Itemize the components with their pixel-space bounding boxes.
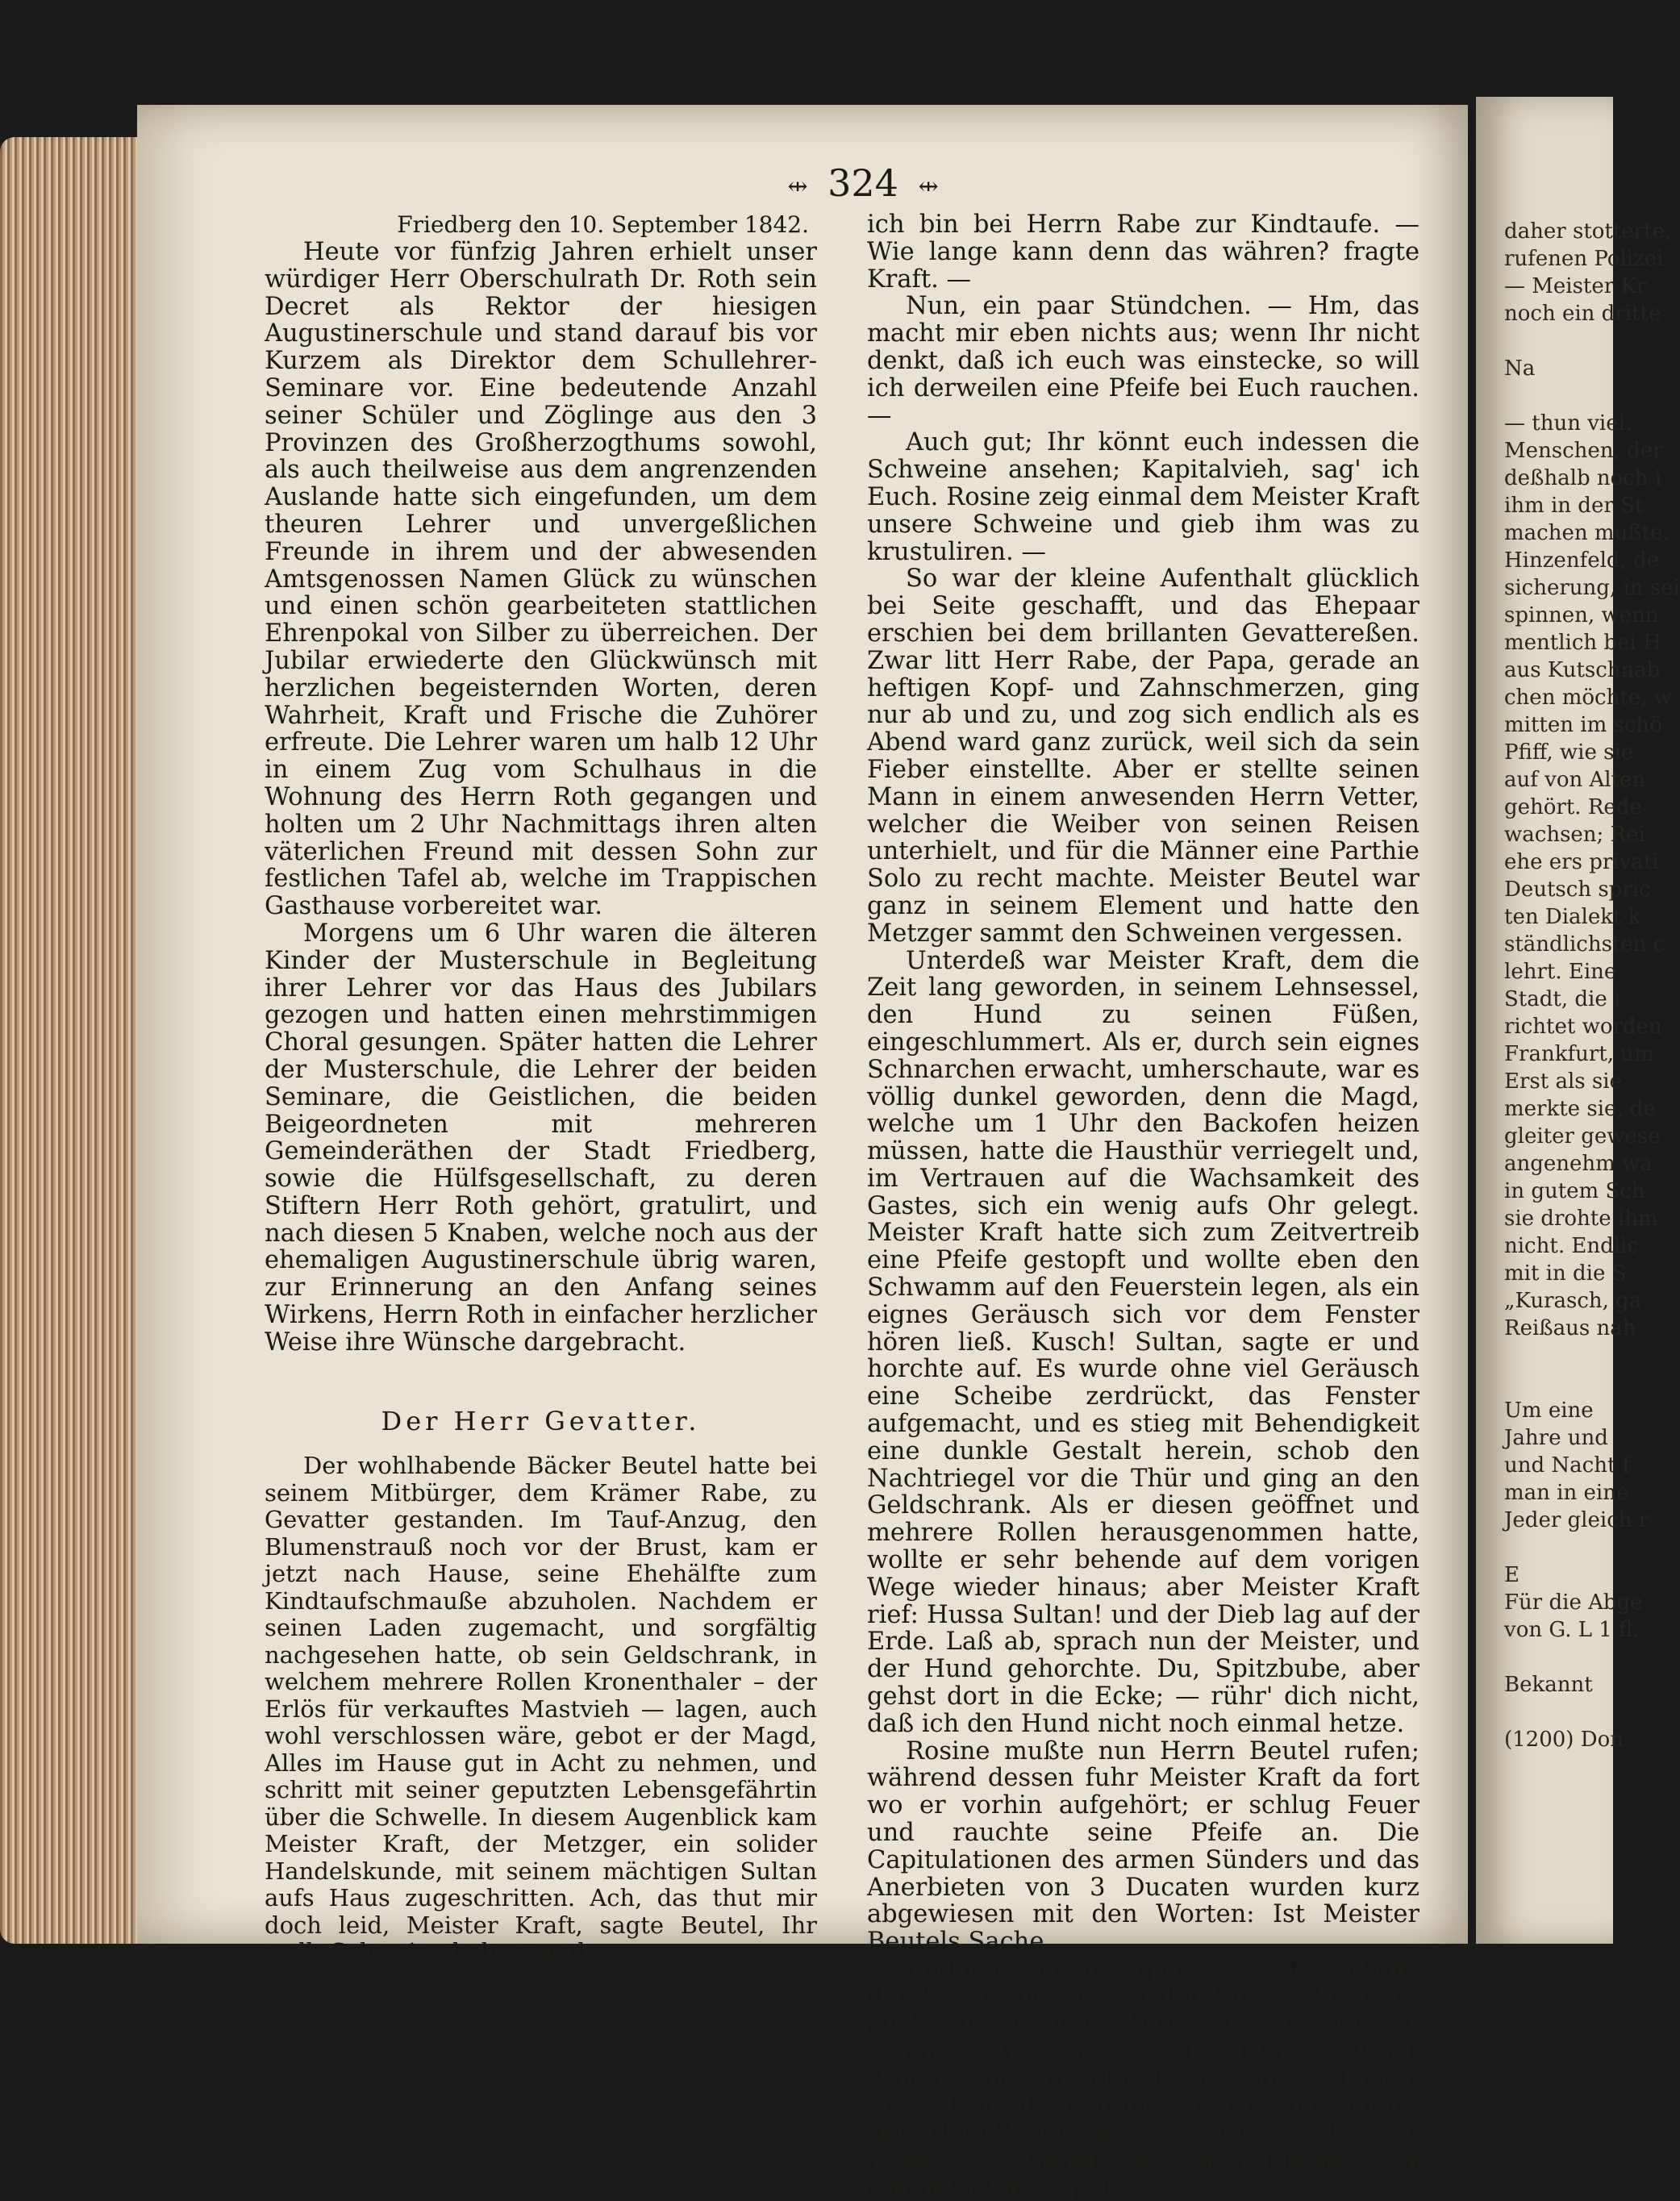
adjacent-page-line: — Meister Kr [1504,274,1647,298]
story-paragraph: Rosine mußte nun Herrn Beutel rufen; während dessen fuhr Meister Kraft da fort wo er vorhin aufgehört; er schlug Feuer und rauchte seine Pfeife an. Die Capitulationen des armen Sünders und das Anerbieten von 3 Ducaten wurden kurz abgewiesen mit den Worten: Ist Meister Beutels Sache. [867,1736,1419,1957]
story-paragraph: Der wohlhabende Bäcker Beutel hatte bei seinem Mitbürger, dem Krämer Rabe, zu Gevatter gestanden. Im Tauf-Anzug, den Blumenstrauß noch vor der Brust, kam er jetzt nach Hause, seine Ehehälfte zum Kindtaufschmauße abzuholen. Nachdem er seinen Laden zugemacht, und sorgfältig nachgesehen hatte, ob sein Geldschrank, in welchem mehrere Rollen Kronenthaler – der Erlös für verkauftes Mastvieh — lagen, auch wohl verschlossen wäre, gebot er der Magd, Alles im Hause gut in Acht zu nehmen, und schritt mit seiner geputzten Lebensgefährtin über die Schwelle. In diesem Augenblick kam Meister Kraft, der Metzger, ein solider Handelskunde, mit seinem mächtigen Sultan aufs Haus zugeschritten. Ach, das thut mir doch leid, Meister Kraft, sagte Beutel, Ihr wollt Schweine haben, und [265,1452,817,1966]
adjacent-page-line: Menschen, der [1504,439,1663,463]
adjacent-page-line: in gutem Sch [1504,1179,1645,1203]
story-paragraph: ich bin bei Herrn Rabe zur Kindtaufe. — Wie lange kann denn das währen? fragte Kraft. — [867,211,1419,294]
adjacent-page-line: Reißaus nah [1504,1316,1636,1340]
story-paragraph: Unterdeß war Meister Kraft, dem die Zeit lang geworden, in seinem Lehnsessel, den Hund zu seinen Füßen, eingeschlummert. Als er, durch sein eignes Schnarchen erwacht, umherschaute, war es völlig dunkel geworden, denn die Magd, welche um 1 Uhr den Backofen heizen müssen, hatte die Hausthür verriegelt und, im Vertrauen auf die Wachsamkeit des Gastes, sich ein wenig aufs Ohr gelegt. Meister Kraft hatte sich zum Zeitvertreib eine Pfeife gestopft und wollte eben den Schwamm auf den Feuerstein legen, als ein eignes Geräusch sich vor dem Fenster hören ließ. Kusch! Sultan, sagte er und horchte auf. Es wurde ohne viel Geräusch eine Scheibe zerdrückt, das Fenster aufgemacht, und es stieg mit Behendigkeit eine dunkle Gestalt herein, schob den Nachtriegel vor die Thür und ging an den Geldschrank. Als er diesen geöffnet und mehrere Rollen herausgenommen hatte, wollte er sehr behende auf dem vorigen Wege wieder hinaus; aber Meister Kraft rief: Hussa Sultan! und der Dieb lag auf der Erde. Laß ab, sprach nun der Meister, und der Hund gehorchte. Du, Spitzbube, aber gehst dort in die Ecke; — rühr' dich nicht, daß ich den Hund nicht noch einmal hetze. [867,946,1419,1738]
adjacent-page-line: Hinzenfeld, de [1504,548,1660,573]
adjacent-page-line: E [1504,1563,1520,1587]
right-column [867,211,1419,2201]
story-paragraph: Auch gut; Ihr könnt euch indessen die Schweine ansehen; Kapitalvieh, sag' ich Euch. Rosine zeig einmal dem Meister Kraft unsere Schweine und gieb ihm was zu krustuliren. — [867,428,1419,566]
adjacent-page-line: nicht. Endlic [1504,1234,1639,1258]
adjacent-page-line: daher stotterte, [1504,219,1672,244]
adjacent-page-line: gehört. Rede [1504,795,1642,819]
adjacent-page-line: wachsen; Rei [1504,823,1645,847]
adjacent-page-line: deßhalb noch i [1504,466,1662,490]
adjacent-page-line: Pfiff, wie sie [1504,740,1634,765]
adjacent-page-line: lehrt. Eine [1504,960,1617,984]
adjacent-page-line: machen mußte. [1504,521,1670,545]
article-paragraph: Morgens um 6 Uhr waren die älteren Kinder der Musterschule in Begleitung ihrer Lehrer vor das Haus des Jubilars gezogen und hatten einen mehrstimmigen Choral gesungen. Später hatten die Lehrer der Musterschule, die Lehrer der beiden Seminare, die Geistlichen, die beiden Beigeordneten mit mehreren Gemeinderäthen der Stadt Friedberg, sowie die Hülfsgesellschaft, zu deren Stiftern Herr Roth gehört, gratulirt, und nach diesen 5 Knaben, welche noch aus der ehemaligen Augustinerschule übrig waren, zur Erinnerung an den Anfang seines Wirkens, Herrn Roth in einfacher herzlicher Weise ihre Wünsche dargebracht. [265,919,817,1357]
article-paragraph: Heute vor fünfzig Jahren erhielt unser würdiger Herr Oberschulrath Dr. Roth sein Decret als Rektor der hiesigen Augustinerschule und stand darauf bis vor Kurzem als Direktor dem Schullehrer-Seminare vor. Eine bedeutende Anzahl seiner Schüler und Zöglinge aus den 3 Provinzen des Großherzogthums sowohl, als auch theilweise aus dem angrenzenden Auslande hatte sich eingefunden, um dem theuren Lehrer und unvergeßlichen Freunde in ihrem und der abwesenden Amtsgenossen Namen Glück zu wünschen und einen schön gearbeiteten stattlichen Ehrenpokal von Silber zu überreichen. Der Jubilar erwiederte den Glückwünsch mit herzlichen begeisternden Worten, deren Wahrheit, Kraft und Frische die Zuhörer erfreute. Die Lehrer waren um halb 12 Uhr in einem Zug vom Schulhaus in die Wohnung des Herrn Roth gegangen und holten um 2 Uhr Nachmittags ihren alten väterlichen Freund mit dessen Sohn zur festlichen Tafel ab, welche im Trappischen Gasthause vorbereitet war. [265,238,817,921]
adjacent-page-line: auf von Alten [1504,768,1646,792]
book-page-edges [0,137,149,1944]
adjacent-page-line: ständlichsten c [1504,932,1665,957]
adjacent-page-line: Jahre und [1504,1426,1608,1450]
adjacent-page-line: rufenen Polizei [1504,247,1664,271]
adjacent-page-line: man in eine [1504,1481,1629,1505]
adjacent-page-line: und Nacht f [1504,1453,1631,1478]
adjacent-page-line: Für die Abge [1504,1590,1643,1615]
adjacent-page-line: richtet worden [1504,1015,1662,1039]
adjacent-page-line: gleiter gewese [1504,1124,1661,1148]
adjacent-page-line: Erst als sie [1504,1069,1622,1094]
article-dateline: Friedberg den 10. September 1842. [397,211,809,238]
story-paragraph: Nun, ein paar Stündchen. — Hm, das macht mir eben nichts aus; wenn Ihr nicht denkt, daß ich euch was einstecke, so will ich derweilen eine Pfeife bei Euch rauchen. — [867,292,1419,430]
adjacent-page-line: Deutsch spric [1504,877,1651,902]
adjacent-page-line: „Kurasch, ga [1504,1289,1642,1313]
story-paragraph: Endlich kam die ganze Gevatterschaft, der Bäckermeister an der Spitze. Er hatte auch allein den Muth ins Zimmer zu kommen. Wo ist der Dieb rief er außer Athem; hier in der Ecke sagte Meister Kraft. Und als man die Laterne hinwandte: Alle Hagel! der Herr Gevatter! — Es war Rabe der Krämer, der zwar Einiges von einem Gevatterspaß [867,1955,1419,2201]
adjacent-page-line: Jeder gleich r [1504,1508,1649,1532]
adjacent-page-line: noch ein dritte [1504,302,1661,326]
adjacent-page-line: ten Dialekt k [1504,905,1641,929]
adjacent-page-line: Na [1504,356,1536,381]
adjacent-page-line: Frankfurt, um [1504,1042,1654,1066]
left-column [265,211,817,1966]
adjacent-page-line: Um eine [1504,1399,1594,1423]
adjacent-page-line: Bekannt [1504,1673,1593,1697]
adjacent-page-line: merkte sie, de [1504,1097,1656,1121]
story-title: Der Herr Gevatter. [381,1405,701,1436]
adjacent-page-line: von G. L 1 fl. [1504,1618,1640,1642]
adjacent-page-line: spinnen, wenn [1504,603,1659,627]
adjacent-page-line: sie drohte ihm [1504,1207,1658,1231]
adjacent-page-line: mentlich bei H [1504,631,1661,655]
adjacent-page-line: mitten im schö [1504,713,1662,737]
page-number: 324 [827,161,898,205]
adjacent-page-line: angenehm wa [1504,1152,1653,1176]
adjacent-page-fragment [1476,97,1680,1944]
ornament-right-icon: ⇹ [918,172,939,201]
adjacent-page-line: sicherung, in sei [1504,576,1680,600]
story-paragraph: So war der kleine Aufenthalt glücklich bei Seite geschafft, und das Ehepaar erschien bei dem brillanten Gevattereßen. Zwar litt Herr Rabe, der Papa, gerade an heftigen Kopf- und Zahnschmerzen, ging nur ab und zu, und zog sich endlich als es Abend ward ganz zurück, weil sich da sein Fieber einstellte. Aber er stellte seinen Mann in einem anwesenden Herrn Vetter, welcher die Weiber von seinen Reisen unterhielt, und für die Männer eine Parthie Solo zu recht machte. Meister Beutel war ganz in seinem Element und hatte den Metzger sammt den Schweinen vergessen. [867,565,1419,948]
adjacent-page-line: chen möchte, w [1504,686,1672,710]
adjacent-page-line: (1200) Don [1504,1728,1624,1752]
page-header [750,161,976,205]
adjacent-page-line: ihm in der St [1504,494,1644,518]
ornament-left-icon: ⇹ [787,172,808,201]
adjacent-page-line: ehe ers privati [1504,850,1659,874]
adjacent-page-line: mit in die S [1504,1261,1627,1286]
adjacent-page-line: — thun viel. [1504,411,1632,436]
adjacent-page-line: aus Kutschnab [1504,658,1661,682]
adjacent-page-line: Stadt, die i [1504,987,1621,1011]
